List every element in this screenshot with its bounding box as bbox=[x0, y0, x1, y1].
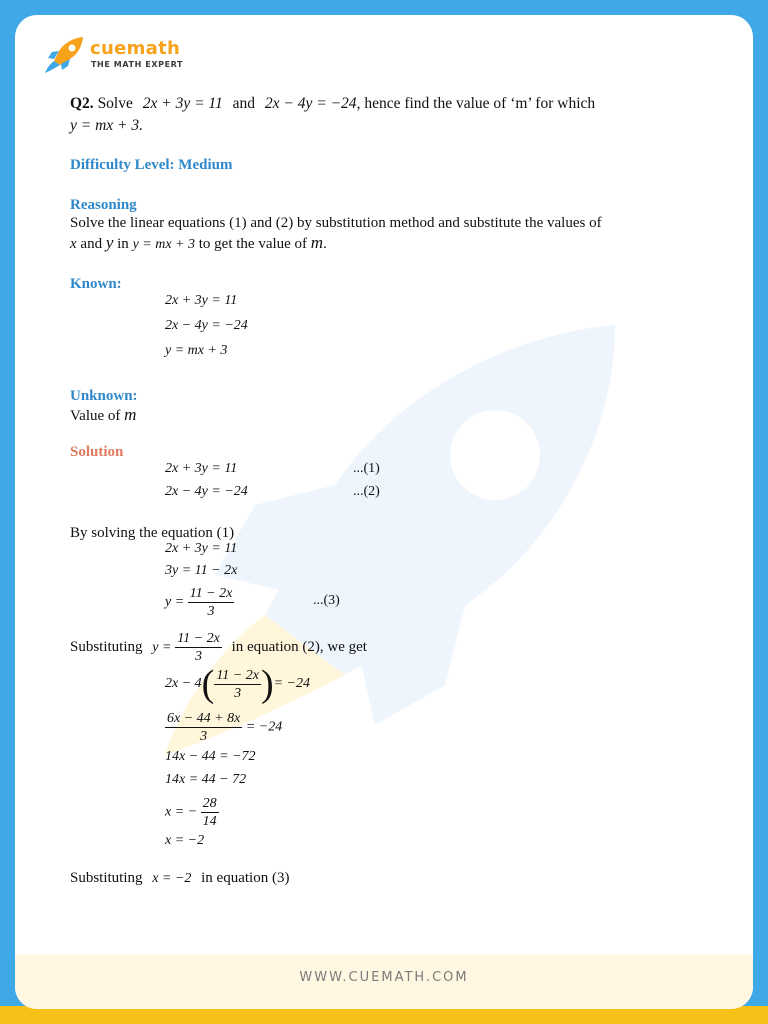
reasoning-in: in bbox=[113, 236, 133, 252]
step-eq-1: 2x + 3y = 11 bbox=[165, 541, 238, 556]
solution-eq-1-tag: ...(1) bbox=[353, 461, 380, 476]
step-sub-5 bbox=[165, 795, 219, 830]
substituting-after: in equation (2), we get bbox=[231, 638, 367, 655]
brand-tagline: THE MATH EXPERT bbox=[91, 60, 184, 69]
solution-heading: Solution bbox=[70, 444, 124, 460]
difficulty-level: Difficulty Level: Medium bbox=[70, 157, 233, 173]
step-eq-3-fraction bbox=[188, 585, 235, 620]
question-rest: , hence find the value of ‘m’ for which bbox=[356, 95, 596, 112]
substituting-line bbox=[70, 630, 367, 665]
reasoning-line-1: Solve the linear equations (1) and (2) by substitution method and substitute the values of bbox=[70, 215, 602, 231]
step-eq-3-tag: ...(3) bbox=[313, 593, 340, 608]
fraction-numerator: 11 − 2x bbox=[189, 586, 233, 601]
reasoning-m: m bbox=[310, 233, 324, 252]
left-paren: ( bbox=[201, 663, 215, 705]
solution-eq-2-tag: ...(2) bbox=[353, 484, 380, 499]
final-substituting-line bbox=[70, 870, 289, 887]
fraction-numerator: 6x − 44 + 8x bbox=[167, 711, 241, 726]
step-sub-1-fraction bbox=[214, 667, 261, 702]
reasoning-line-2 bbox=[70, 233, 327, 253]
question-eq2: 2x − 4y = −24 bbox=[264, 95, 357, 112]
step-sub-5-fraction bbox=[201, 795, 219, 830]
final-eq: x = −2 bbox=[152, 871, 192, 886]
by-solving-text: By solving the equation (1) bbox=[70, 525, 235, 541]
step-sub-1-post: = −24 bbox=[273, 676, 311, 692]
solution-eq-1: 2x + 3y = 11 bbox=[165, 461, 238, 476]
fraction-denominator: 3 bbox=[207, 604, 215, 619]
substituting-text: Substituting bbox=[70, 638, 143, 655]
content bbox=[15, 15, 753, 1009]
fraction-numerator: 11 − 2x bbox=[216, 667, 259, 683]
fraction-denominator: 3 bbox=[195, 649, 203, 664]
step-sub-2-post: = −24 bbox=[245, 719, 283, 735]
question-eq3: y = mx + 3. bbox=[70, 117, 143, 134]
reasoning-x: x bbox=[70, 236, 77, 252]
reasoning-to-get: to get the value of bbox=[195, 236, 311, 252]
reasoning-eq: y = mx + 3 bbox=[132, 237, 195, 252]
final-after: in equation (3) bbox=[201, 870, 290, 886]
unknown-value-of: Value of bbox=[70, 408, 125, 424]
known-eq-1: 2x + 3y = 11 bbox=[165, 293, 238, 308]
question-eq1: 2x + 3y = 11 bbox=[142, 95, 223, 112]
fraction-numerator: 28 bbox=[202, 796, 217, 811]
question-line-1 bbox=[70, 95, 595, 113]
fraction-denominator: 3 bbox=[200, 729, 208, 744]
final-text: Substituting bbox=[70, 870, 143, 886]
solution-eq-2: 2x − 4y = −24 bbox=[165, 484, 248, 499]
unknown-m: m bbox=[124, 405, 137, 424]
fraction-denominator: 14 bbox=[202, 814, 217, 829]
reasoning-and: and bbox=[76, 236, 106, 252]
brand-name: cuemath bbox=[90, 38, 181, 59]
question-and: and bbox=[232, 95, 256, 112]
fraction-denominator: 3 bbox=[234, 685, 242, 701]
reasoning-y: y bbox=[105, 233, 114, 252]
known-heading: Known: bbox=[70, 276, 122, 292]
step-sub-1-pre: 2x − 4 bbox=[165, 676, 202, 692]
known-eq-3: y = mx + 3 bbox=[165, 343, 228, 358]
step-sub-1 bbox=[165, 665, 310, 703]
fraction-numerator: 11 − 2x bbox=[177, 631, 220, 646]
reasoning-period: . bbox=[323, 236, 327, 252]
question-solve: Solve bbox=[97, 95, 133, 112]
step-sub-5-lhs: x = − bbox=[165, 804, 198, 820]
substituting-lhs: y = bbox=[152, 639, 172, 655]
step-sub-2 bbox=[165, 710, 282, 745]
question-label: Q2. bbox=[70, 95, 94, 112]
step-sub-3: 14x − 44 = −72 bbox=[165, 749, 256, 764]
footer bbox=[15, 955, 753, 1009]
substituting-fraction bbox=[175, 630, 222, 665]
step-sub-6: x = −2 bbox=[165, 833, 205, 848]
step-eq-3-lhs: y = bbox=[165, 594, 185, 610]
page-card bbox=[15, 15, 753, 1009]
step-sub-2-fraction bbox=[165, 710, 242, 745]
reasoning-heading: Reasoning bbox=[70, 197, 137, 213]
unknown-heading: Unknown: bbox=[70, 388, 138, 404]
right-paren: ) bbox=[260, 663, 274, 705]
footer-url: WWW.CUEMATH.COM bbox=[299, 970, 469, 985]
known-eq-2: 2x − 4y = −24 bbox=[165, 318, 248, 333]
unknown-text bbox=[70, 405, 136, 425]
step-eq-2: 3y = 11 − 2x bbox=[165, 563, 238, 578]
step-eq-3 bbox=[165, 585, 234, 620]
step-sub-4: 14x = 44 − 72 bbox=[165, 772, 247, 787]
